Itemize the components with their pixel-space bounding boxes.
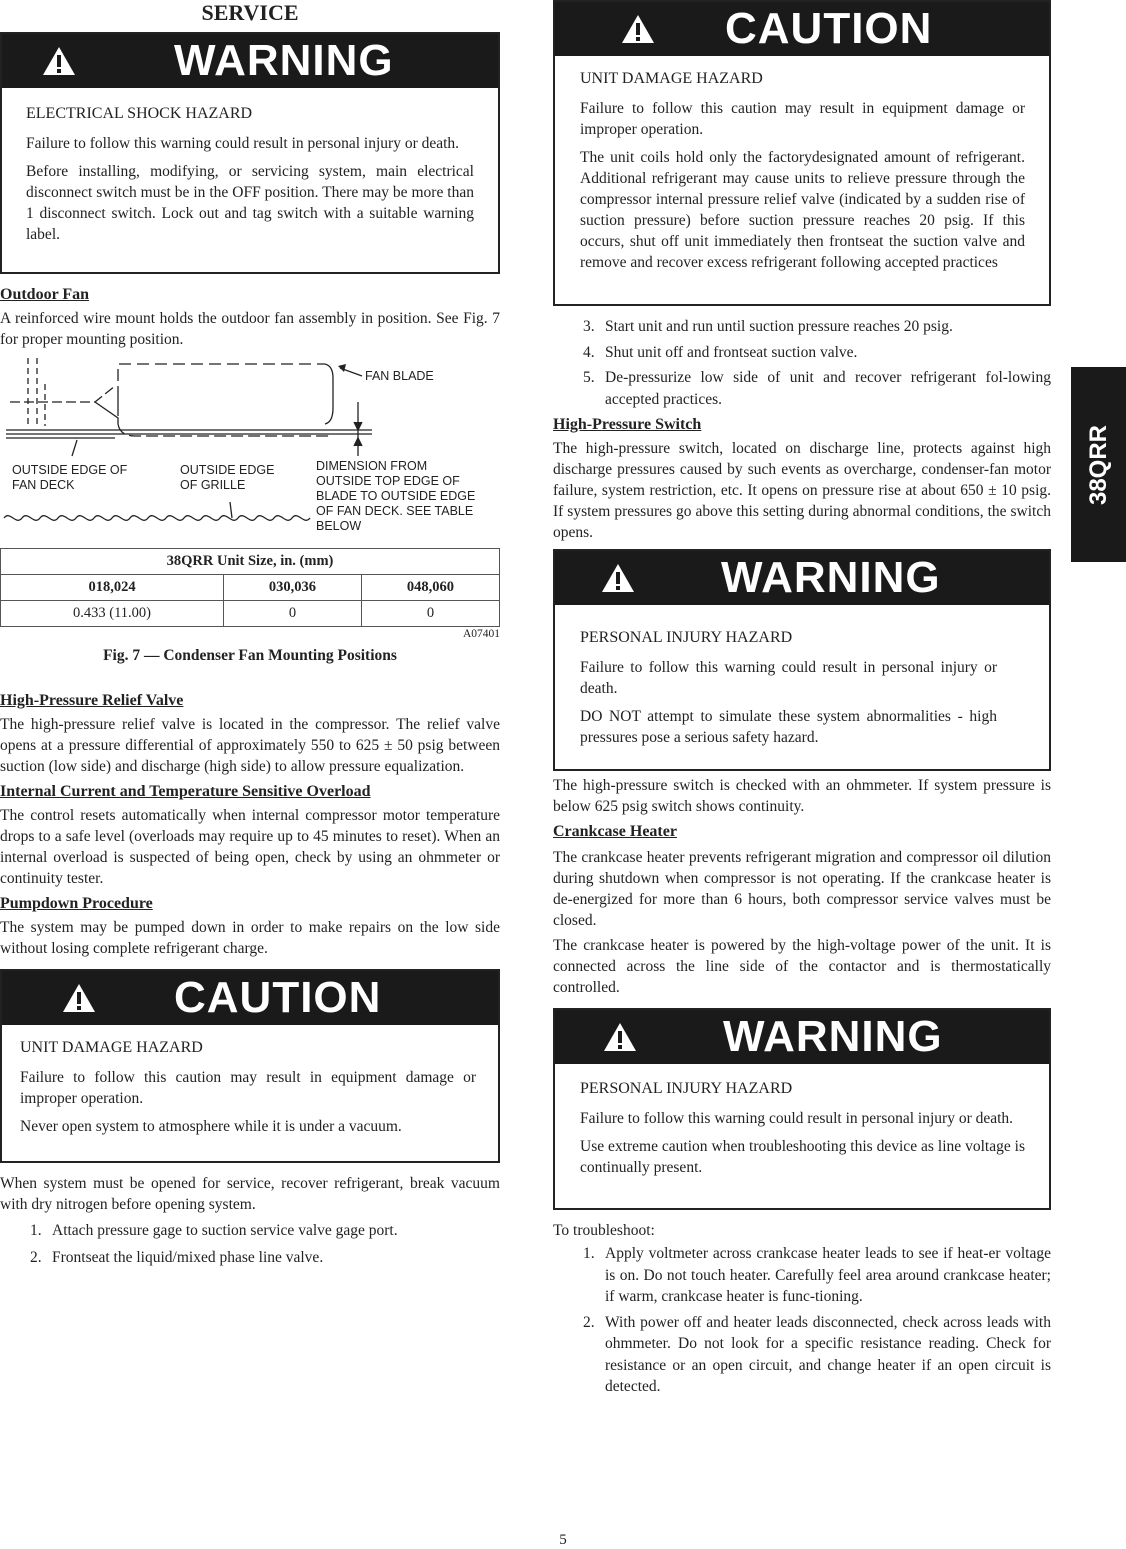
troubleshoot-steps [553, 1243, 1051, 1398]
list-item: 1. Apply voltmeter across crankcase heater leads to see if heat-er voltage is on. Do not touch heater. Carefully feel area around crankcase heater; if warm, crankcase heater is func-tioning. [583, 1245, 1051, 1305]
hp-switch-text: The high-pressure switch, located on discharge line, protects against high discharge pressures caused by such events as overcharge, condenser-fan motor failure, system restriction, etc. It opens on pressure rise at about 650 ± 10 psig. If system pressures go above this setting during abnormal conditions, the switch opens. [553, 440, 1051, 541]
list-item: 4. Shut unit off and frontseat suction valve. [583, 343, 858, 361]
label-edge-grille-2: OF GRILLE [180, 478, 246, 492]
warning-text: Failure to follow this warning could result in personal injury or death. [26, 135, 460, 152]
warning-box [0, 32, 500, 274]
list-item: 2. With power off and heater leads disconnected, check across leads with ohmmeter. Do not look for a specific resistance reading. Check for resistance or an open circuit, and change heater if an open circuit is detected. [583, 1313, 1051, 1395]
label-dimension-4: OF FAN DECK. SEE TABLE [316, 504, 474, 518]
warning-text: Failure to follow this warning could result in personal injury or death. [580, 659, 997, 697]
label-edge-grille-1: OUTSIDE EDGE [180, 463, 275, 477]
pumpdown-steps [0, 1220, 500, 1268]
hazard-title: UNIT DAMAGE HAZARD [20, 1039, 203, 1056]
warning-triangle-icon [603, 1022, 637, 1052]
hp-check-text: The high-pressure switch is checked with an ohmmeter. If system pressure is below 625 psig switch shows continuity. [553, 777, 1051, 815]
caution-label: CAUTION [725, 4, 933, 53]
warning-box [553, 1008, 1051, 1210]
warning-triangle-icon [601, 563, 635, 593]
warning-banner [2, 34, 498, 88]
open-system-text: When system must be opened for service, recover refrigerant, break vacuum with dry nitrogen before opening system. [0, 1175, 500, 1213]
outdoor-fan-text: A reinforced wire mount holds the outdoor fan assembly in position. See Fig. 7 for proper mounting position. [0, 310, 500, 348]
caution-box [553, 0, 1051, 306]
side-tab [1071, 367, 1126, 562]
label-dimension-2: OUTSIDE TOP EDGE OF [316, 474, 460, 488]
caution-text: Failure to follow this caution may result in equipment damage or improper operation. [580, 100, 1025, 138]
fan-position-table [0, 548, 500, 627]
hazard-title: ELECTRICAL SHOCK HAZARD [26, 105, 253, 122]
fan-mounting-diagram [0, 356, 500, 546]
section-heading-overload: Internal Current and Temperature Sensitive Overload [0, 783, 371, 800]
section-heading-relief-valve: High-Pressure Relief Valve [0, 692, 184, 709]
warning-triangle-icon [42, 46, 76, 76]
troubleshoot-intro: To troubleshoot: [553, 1222, 655, 1239]
hazard-title: UNIT DAMAGE HAZARD [580, 70, 763, 87]
pumpdown-steps-continued [553, 316, 1051, 410]
page-number: 5 [559, 1532, 567, 1548]
figure-code: A07401 [462, 628, 500, 640]
section-heading-crankcase: Crankcase Heater [553, 823, 677, 840]
side-tab-label: 38QRR [1084, 424, 1112, 505]
table-title: 38QRR Unit Size, in. (mm) [1, 549, 500, 575]
label-fan-blade: FAN BLADE [365, 369, 434, 383]
list-item: 1. Attach pressure gage to suction service valve gage port. [30, 1222, 398, 1239]
list-item: 2. Frontseat the liquid/mixed phase line valve. [30, 1248, 324, 1266]
section-heading-outdoor-fan: Outdoor Fan [0, 286, 90, 303]
caution-label: CAUTION [174, 973, 382, 1022]
table-header-row: 018,024 030,036 048,060 [1, 575, 500, 601]
label-dimension-1: DIMENSION FROM [316, 459, 428, 473]
crankcase-text: The crankcase heater is powered by the high-voltage power of the unit. It is connected across the line side of the contactor and is thermostatically controlled. [553, 937, 1051, 996]
section-heading-hp-switch: High-Pressure Switch [553, 416, 702, 433]
warning-triangle-icon [62, 983, 96, 1013]
section-heading-pumpdown: Pumpdown Procedure [0, 895, 153, 912]
warning-text: Use extreme caution when troubleshooting this device as line voltage is continually present. [580, 1138, 1025, 1176]
caution-box [0, 969, 500, 1163]
right-column [553, 0, 1051, 1398]
table-row: 0.433 (11.00) 0 0 [1, 601, 500, 627]
caution-banner [555, 2, 1049, 56]
label-dimension-5: BELOW [316, 519, 362, 533]
label-edge-fan-deck-1: OUTSIDE EDGE OF [12, 463, 128, 477]
warning-text: Before installing, modifying, or servicing system, main electrical disconnect switch must be in the OFF position. There may be more than 1 disconnect switch. Lock out and tag switch with a suitable warning label. [26, 163, 474, 243]
warning-triangle-icon [621, 14, 655, 44]
warning-text: Failure to follow this warning could result in personal injury or death. [580, 1110, 1014, 1127]
crankcase-text: The crankcase heater prevents refrigerant migration and compressor oil dilution during shutdown when compressor is not operating. If the crankcase heater is de-energized for more than 6 hours, both compressor service valves must be closed. [553, 849, 1051, 929]
list-item: 3. Start unit and run until suction pressure reaches 20 psig. [583, 318, 953, 335]
caution-banner [2, 971, 498, 1025]
warning-box [553, 549, 1051, 771]
warning-text: DO NOT attempt to simulate these system abnormalities - high pressures pose a serious safety hazard. [580, 708, 997, 746]
label-edge-fan-deck-2: FAN DECK [12, 478, 75, 492]
left-column [0, 0, 500, 1268]
relief-valve-text: The high-pressure relief valve is located in the compressor. The relief valve opens at a pressure differential of approximately 550 to 625 ± 50 psig between suction (low side) and discharge (high side) to allow pressure equalization. [0, 716, 500, 775]
caution-text: The unit coils hold only the factorydesignated amount of refrigerant. Additional refrigerant may cause units to relieve pressure through the compressor internal pressure relief valve (indicated by a sudden rise of suction pressure) before suction pressure reaches 20 psig. If this occurs, shut off unit immediately then frontseat the suction valve and remove and recover excess refrigerant following accepted practices [580, 149, 1025, 271]
warning-label: WARNING [174, 36, 394, 85]
caution-text: Never open system to atmosphere while it is under a vacuum. [20, 1118, 402, 1135]
warning-label: WARNING [721, 553, 941, 602]
warning-banner [555, 1010, 1049, 1064]
overload-text: The control resets automatically when internal compressor motor temperature drops to a safe level (overloads may require up to 45 minutes to reset). When an internal overload is suspected of being open, check by using an ohmmeter or continuity tester. [0, 807, 500, 887]
caution-text: Failure to follow this caution may result in equipment damage or improper operation. [20, 1069, 476, 1107]
hazard-title: PERSONAL INJURY HAZARD [580, 1080, 793, 1097]
figure-caption: Fig. 7 — Condenser Fan Mounting Positions [103, 647, 397, 664]
warning-label: WARNING [723, 1012, 943, 1061]
pumpdown-text: The system may be pumped down in order to make repairs on the low side without losing complete refrigerant charge. [0, 919, 500, 957]
warning-banner [555, 551, 1049, 605]
hazard-title: PERSONAL INJURY HAZARD [580, 629, 793, 646]
label-dimension-3: BLADE TO OUTSIDE EDGE [316, 489, 476, 503]
list-item: 5. De-pressurize low side of unit and recover refrigerant fol-lowing accepted practices. [583, 369, 1051, 408]
page-title: SERVICE [201, 0, 299, 25]
